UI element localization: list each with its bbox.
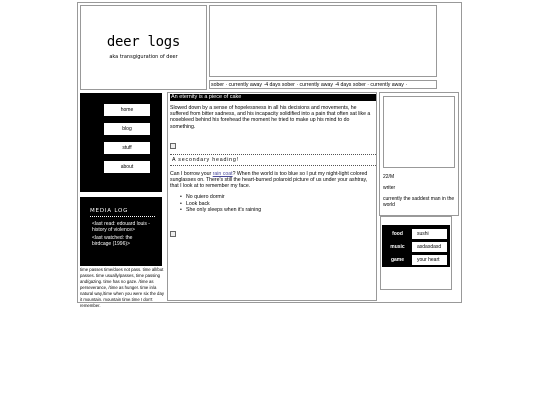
favorite-row-food xyxy=(384,228,448,240)
last-read: <last read: edouard louis - history of violence> xyxy=(92,221,150,233)
time-poem: time passes time/does not pass. time all/but passes. time usually/passes, time passing and/gazing. time has no gaze. /time as perseverance, /time as hunger. time in/a natural way,/time when you were six the day it mountain. mountain time.time I don't remember. xyxy=(80,267,164,308)
profile-age: 22/M xyxy=(383,174,395,180)
favorite-row-game xyxy=(384,254,448,266)
broken-image-icon xyxy=(170,143,176,149)
post-paragraph: Slowed down by a sense of hopelessness in all his decisions and movements, he suffered from bitter sadness, and his incapacity solidified into a pain that often sat like a nosebleed behind his forehead the moment he tried to make up his mind to do something. xyxy=(170,105,371,130)
site-title[interactable]: deer logs xyxy=(106,34,181,50)
nav-item-blog[interactable]: blog xyxy=(91,122,150,135)
list-item: • She only sleeps when it's raining xyxy=(186,207,261,214)
media-log-divider xyxy=(90,216,155,217)
broken-image-icon xyxy=(170,231,176,237)
last-watched: <last watched: the birdcage (1996)> xyxy=(92,235,133,247)
favorite-key: music xyxy=(384,241,411,253)
site-header xyxy=(80,5,207,90)
profile-info xyxy=(383,174,457,213)
profile-avatar xyxy=(383,96,455,168)
profile-role: writer xyxy=(383,185,396,191)
list-item: • Look back xyxy=(186,201,261,208)
list-item: • No quiero dormir xyxy=(186,194,261,201)
nav-item-home[interactable]: home xyxy=(91,103,150,116)
para2-after: ? When the world is too blue so I put my night-light colored sunglasses on. There's still the heart-burned polaroid picture of us under your ashtray, that I look at to remember my face. xyxy=(170,171,368,190)
favorite-value: asdasdasd xyxy=(411,241,448,253)
favorite-row-music xyxy=(384,241,448,253)
favorite-key: food xyxy=(384,228,411,240)
post-paragraph-2 xyxy=(170,171,376,190)
heading-divider-top xyxy=(170,154,376,155)
nav-menu xyxy=(80,93,162,192)
banner-image xyxy=(209,5,437,77)
nav-item-stuff[interactable]: stuff xyxy=(91,141,150,154)
favorite-value: sushi xyxy=(411,228,448,240)
para2-before: Can I borrow your xyxy=(170,171,213,177)
site-subtitle: aka transgiguration of deer xyxy=(109,54,178,60)
profile-status: currently the saddest man in the world xyxy=(383,196,455,208)
rain-coat-link[interactable]: rain coat xyxy=(212,171,233,177)
favorite-value: your heart xyxy=(411,254,448,266)
post-heading: An eternity is a piece of cake xyxy=(170,94,376,101)
media-log-title: MEDIA LOG xyxy=(90,208,129,214)
nav-item-about[interactable]: about xyxy=(91,160,150,173)
favorite-key: game xyxy=(384,254,411,266)
media-log xyxy=(80,197,162,266)
secondary-heading: A secondary heading! xyxy=(172,157,239,163)
status-marquee: sober · currently away ·4 days sober · currently away ·4 days sober · currently away · xyxy=(209,80,437,89)
post-list xyxy=(186,194,261,214)
heading-divider-bottom xyxy=(170,165,376,166)
